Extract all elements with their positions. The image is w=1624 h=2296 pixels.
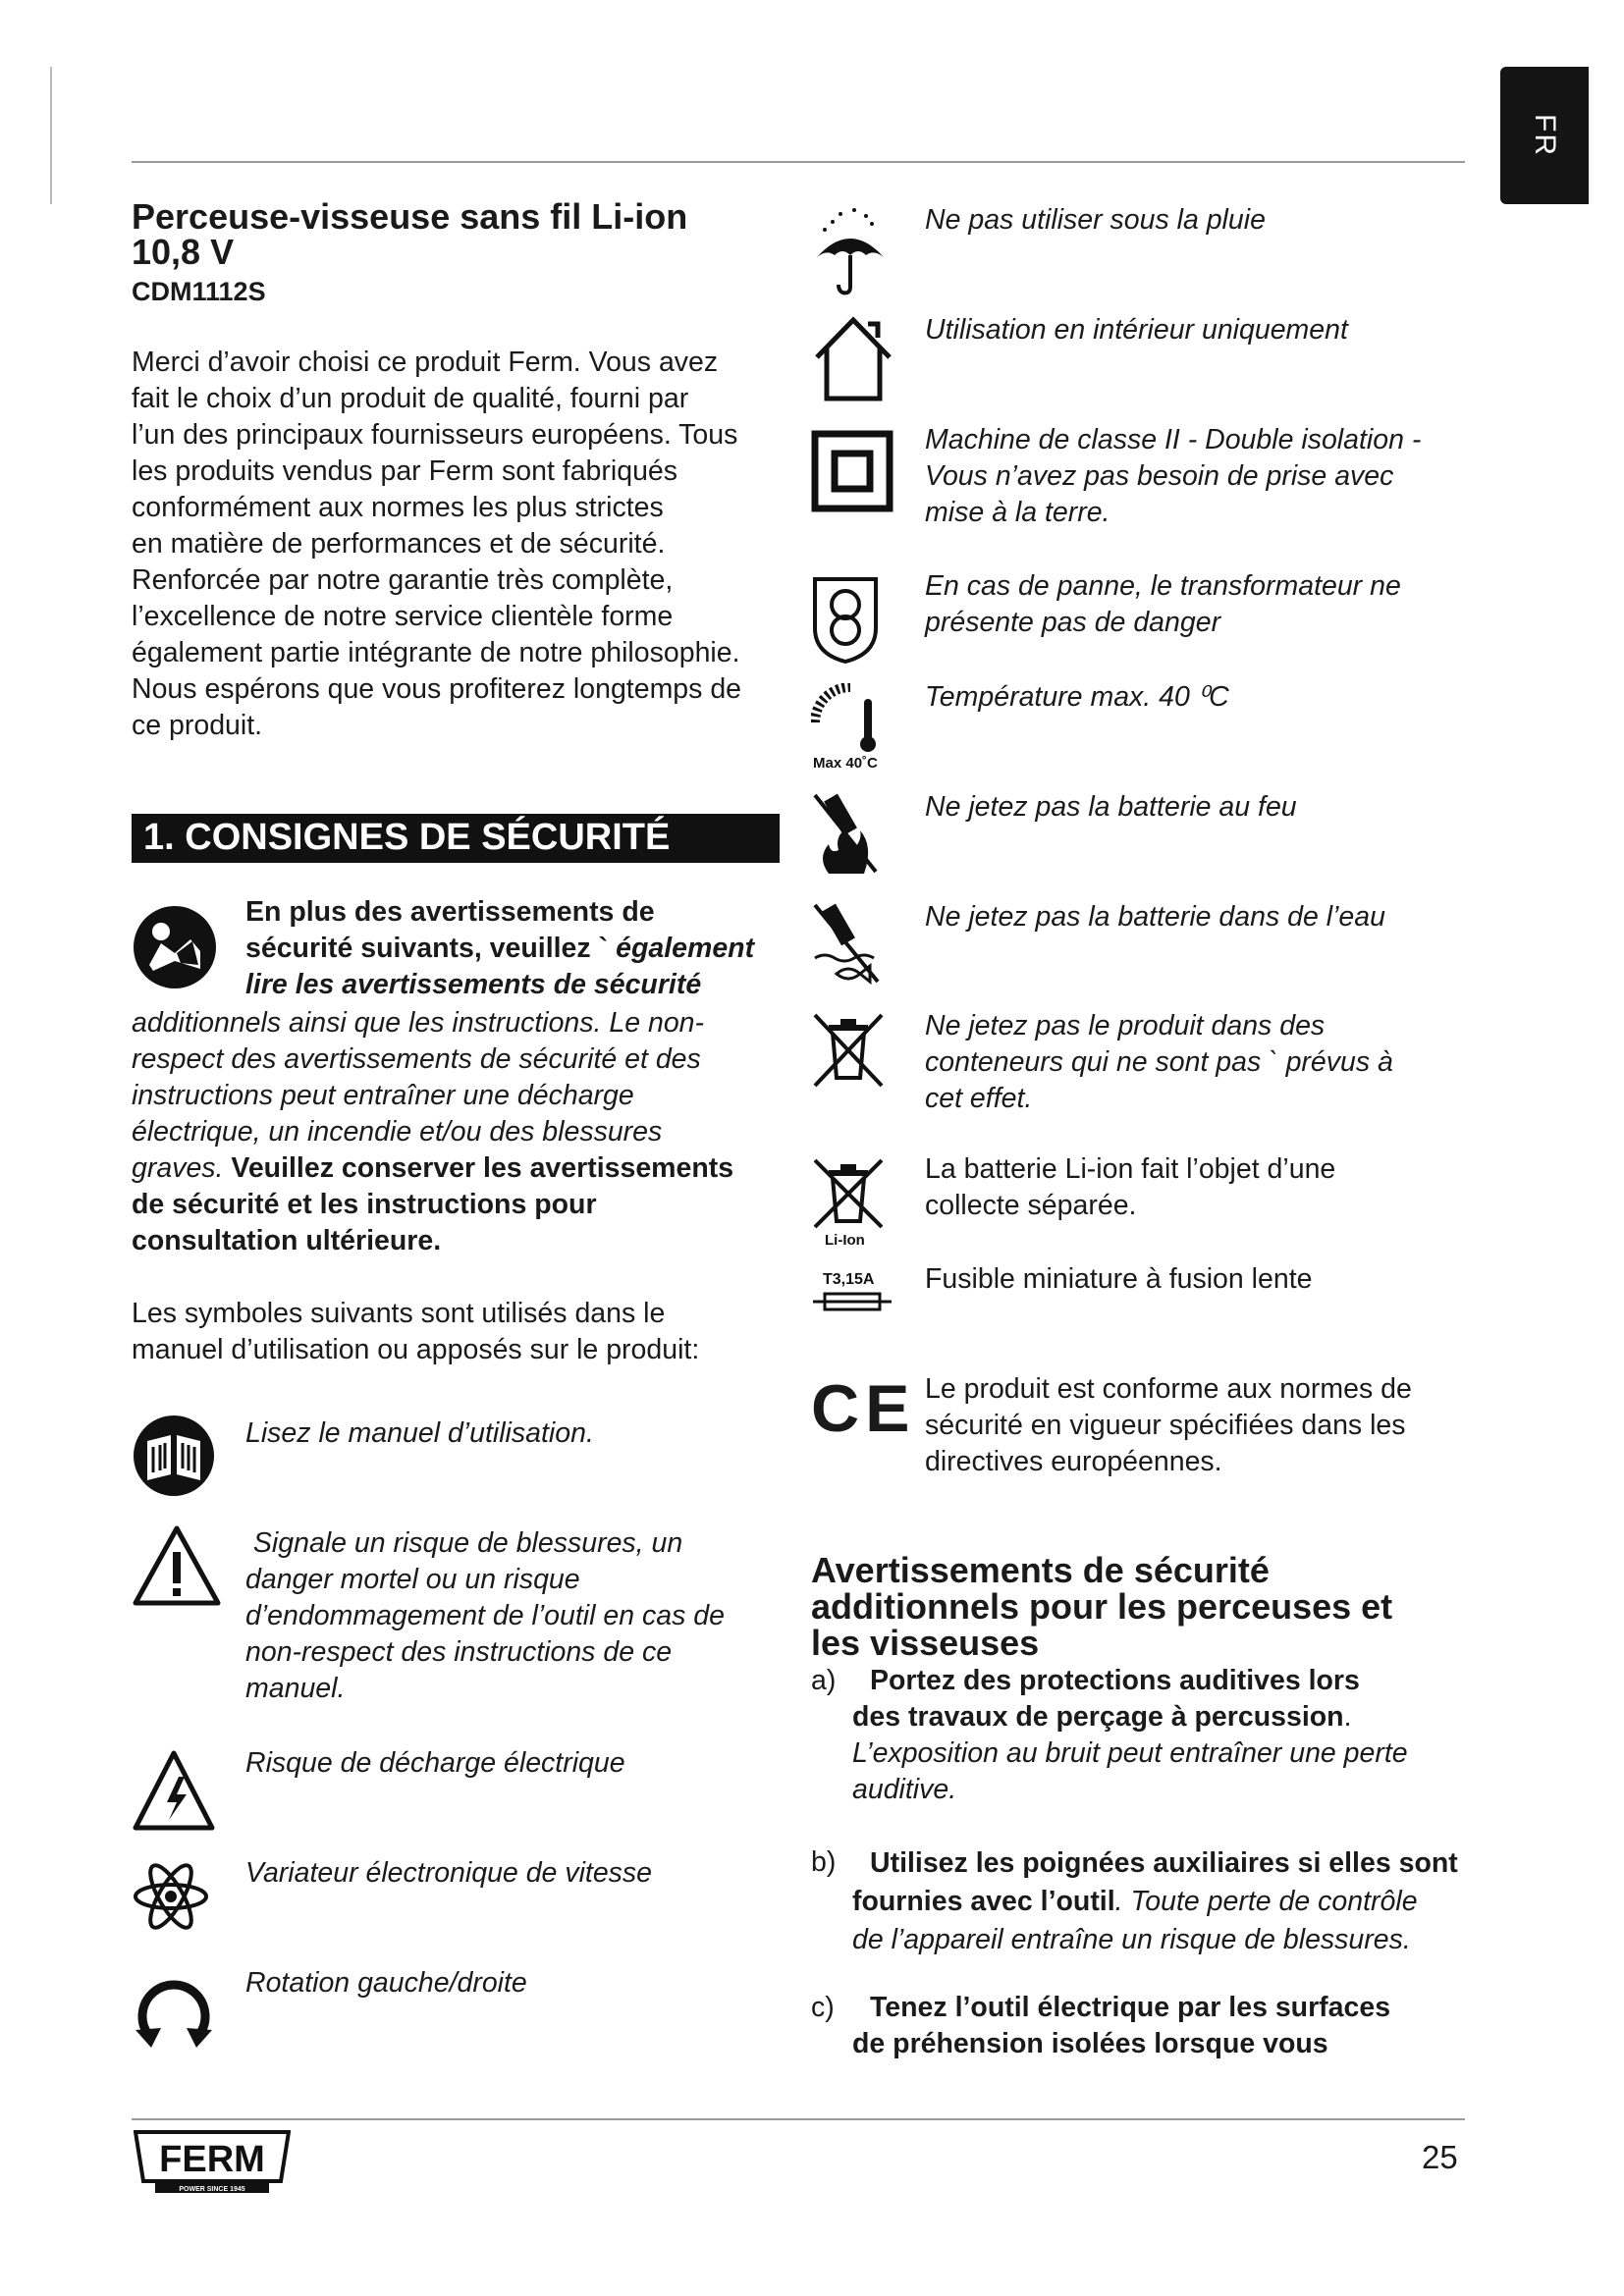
max-temp-icon-label: Max 40˚C — [813, 755, 878, 772]
product-title — [132, 196, 760, 272]
no-fire-battery-icon — [811, 789, 880, 878]
indoor-house-icon — [811, 314, 895, 404]
warning-body-line: respect des avertissements de sécurité et des — [132, 1043, 701, 1075]
bin-line: conteneurs qui ne sont pas ` prévus à — [925, 1046, 1393, 1078]
bin-text — [925, 1008, 1494, 1117]
header-rule — [132, 161, 1465, 163]
model-number: CDM1112S — [132, 277, 266, 306]
ferm-logo-subtext: POWER SINCE 1945 — [179, 2186, 245, 2193]
max-temperature-icon — [811, 683, 890, 772]
list-item-a-label: a) — [811, 1665, 837, 1696]
warning-header-italic: également — [616, 933, 755, 964]
intro-line: Renforcée par notre garantie très complète, — [132, 564, 674, 596]
list-item-c-line: de préhension isolées lorsque vous — [852, 2028, 1328, 2059]
list-item-b — [852, 1844, 1500, 1959]
list-item-c-label: c) — [811, 1992, 835, 2023]
li-ion-line: La batterie Li-ion fait l’objet d’une — [925, 1153, 1336, 1185]
class-ii-line: Vous n’avez pas besoin de prise avec — [925, 460, 1394, 492]
ferm-logo — [134, 2128, 291, 2193]
language-tab — [1500, 67, 1589, 204]
title-line-2: 10,8 V — [132, 232, 235, 272]
symbols-intro-line: manuel d’utilisation ou apposés sur le produit: — [132, 1334, 700, 1365]
intro-line: ce produit. — [132, 710, 263, 741]
class-ii-line: Machine de classe II - Double isolation - — [925, 424, 1422, 455]
heading-line: additionnels pour les perceuses et — [811, 1586, 1393, 1627]
intro-line: conformément aux normes les plus strictes — [132, 492, 664, 523]
warning-header-line-3: lire les avertissements de sécurité — [245, 969, 702, 1000]
heading-line: les visseuses — [811, 1623, 1040, 1663]
ce-line: Le produit est conforme aux normes de — [925, 1373, 1412, 1405]
list-item-a-line: Portez des protections auditives lors — [870, 1665, 1360, 1696]
list-item-a — [852, 1663, 1481, 1808]
intro-line: en matière de performances et de sécurité. — [132, 528, 666, 560]
warning-body-line: électrique, un incendie et/ou des blessures — [132, 1116, 663, 1148]
ce-mark-icon: CE — [811, 1371, 916, 1446]
fire-text: Ne jetez pas la batterie au feu — [925, 791, 1297, 823]
indoor-text: Utilisation en intérieur uniquement — [925, 314, 1348, 346]
danger-text — [245, 1525, 795, 1707]
title-line-1: Perceuse-visseuse sans fil Li-ion — [132, 196, 688, 237]
danger-line: non-respect des instructions de ce — [245, 1636, 673, 1668]
page-number: 25 — [1422, 2139, 1458, 2175]
rotation-icon — [132, 1967, 216, 2052]
class-ii-line: mise à la terre. — [925, 497, 1110, 528]
warning-header — [245, 894, 795, 1003]
speed-control-icon — [132, 1857, 210, 1936]
intro-line: également partie intégrante de notre philosophie. — [132, 637, 740, 668]
electric-shock-icon — [132, 1749, 216, 1832]
class-ii-double-insulation-icon — [811, 430, 893, 512]
warning-triangle-icon — [132, 1524, 222, 1607]
li-ion-text — [925, 1151, 1494, 1224]
warning-body-bold-line: de sécurité et les instructions pour — [132, 1189, 597, 1220]
warning-body-line: additionnels ainsi que les instructions. Le non- — [132, 1007, 705, 1039]
warning-body-bold: Veuillez conserver les avertissements — [231, 1152, 734, 1184]
li-ion-recycling-icon — [811, 1156, 886, 1247]
ce-text — [925, 1371, 1494, 1480]
read-manual-text: Lisez le manuel d’utilisation. — [245, 1417, 594, 1449]
intro-line: Merci d’avoir choisi ce produit Ferm. Vous avez — [132, 347, 719, 378]
list-item-b-italic: de l’appareil entraîne un risque de blessures. — [852, 1924, 1411, 1955]
danger-line: danger mortel ou un risque — [245, 1564, 580, 1595]
rain-text: Ne pas utiliser sous la pluie — [925, 204, 1266, 236]
additional-warnings-heading — [811, 1552, 1479, 1661]
intro-line: l’un des principaux fournisseurs européens. Tous — [132, 419, 738, 451]
water-text: Ne jetez pas la batterie dans de l’eau — [925, 901, 1385, 933]
list-item-a-bold: des travaux de perçage à percussion — [852, 1701, 1344, 1733]
rotation-text: Rotation gauche/droite — [245, 1967, 527, 1999]
symbols-intro — [132, 1296, 780, 1368]
language-tab-label: FR — [1529, 114, 1561, 157]
list-item-a-italic: auditive. — [852, 1774, 957, 1805]
ce-line: sécurité en vigueur spécifiées dans les — [925, 1410, 1406, 1441]
danger-line: manuel. — [245, 1673, 346, 1704]
danger-line: d’endommagement de l’outil en cas de — [245, 1600, 725, 1631]
warning-header-line-1: En plus des avertissements de — [245, 896, 655, 928]
list-item-b-line: Utilisez les poignées auxiliaires si elles sont — [870, 1847, 1458, 1879]
no-water-battery-icon — [811, 897, 884, 986]
list-item-a-dot: . — [1343, 1701, 1352, 1733]
list-item-b-label: b) — [811, 1846, 837, 1878]
bin-line: cet effet. — [925, 1083, 1033, 1114]
temperature-text: Température max. 40 ⁰C — [925, 681, 1229, 713]
footer-rule — [132, 2118, 1465, 2120]
warning-body — [132, 1005, 780, 1259]
heading-line: Avertissements de sécurité — [811, 1550, 1270, 1590]
shock-text: Risque de décharge électrique — [245, 1747, 625, 1779]
section-title: 1. CONSIGNES DE SÉCURITÉ — [143, 817, 671, 858]
symbols-intro-line: Les symboles suivants sont utilisés dans le — [132, 1298, 666, 1329]
warning-body-bold-line: consultation ultérieure. — [132, 1225, 442, 1256]
intro-line: fait le choix d’un produit de qualité, fourni par — [132, 383, 689, 414]
list-item-c — [852, 1990, 1481, 2062]
class-ii-text — [925, 422, 1494, 531]
intro-line: les produits vendus par Ferm sont fabriqués — [132, 455, 678, 487]
intro-paragraph — [132, 345, 780, 744]
transformer-text — [925, 568, 1494, 641]
list-item-b-bold: fournies avec l’outil — [852, 1886, 1115, 1917]
transformer-line: En cas de panne, le transformateur ne — [925, 570, 1401, 602]
intro-line: Nous espérons que vous profiterez longtemps de — [132, 673, 742, 705]
ferm-logo-text: FERM — [159, 2139, 265, 2180]
danger-line: Signale un risque de blessures, un — [245, 1527, 683, 1559]
warning-body-italic: graves. — [132, 1152, 224, 1184]
warning-body-line: instructions peut entraîner une décharge — [132, 1080, 634, 1111]
list-item-b-italic: . Toute perte de contrôle — [1114, 1886, 1418, 1917]
warning-header-line-2: sécurité suivants, veuillez — [245, 933, 591, 964]
umbrella-rain-icon — [811, 206, 890, 296]
speed-text: Variateur électronique de vitesse — [245, 1857, 653, 1889]
list-item-c-line: Tenez l’outil électrique par les surfaces — [870, 1992, 1391, 2023]
fuse-icon-label: T3,15A — [823, 1271, 875, 1288]
safety-transformer-icon — [811, 575, 880, 664]
read-manual-warning-icon — [132, 904, 218, 990]
fuse-text: Fusible miniature à fusion lente — [925, 1263, 1313, 1295]
list-item-a-italic: L’exposition au bruit peut entraîner une perte — [852, 1737, 1408, 1769]
ce-line: directives européennes. — [925, 1446, 1222, 1477]
margin-line — [50, 67, 52, 204]
crossed-bin-icon — [811, 1011, 886, 1090]
li-ion-line: collecte séparée. — [925, 1190, 1137, 1221]
fuse-icon — [811, 1268, 893, 1313]
transformer-line: présente pas de danger — [925, 607, 1221, 638]
warning-header-mark: ` — [598, 933, 609, 964]
bin-line: Ne jetez pas le produit dans des — [925, 1010, 1326, 1041]
li-ion-icon-label: Li-Ion — [825, 1232, 865, 1247]
book-icon — [132, 1414, 216, 1498]
intro-line: l’excellence de notre service clientèle forme — [132, 601, 674, 632]
